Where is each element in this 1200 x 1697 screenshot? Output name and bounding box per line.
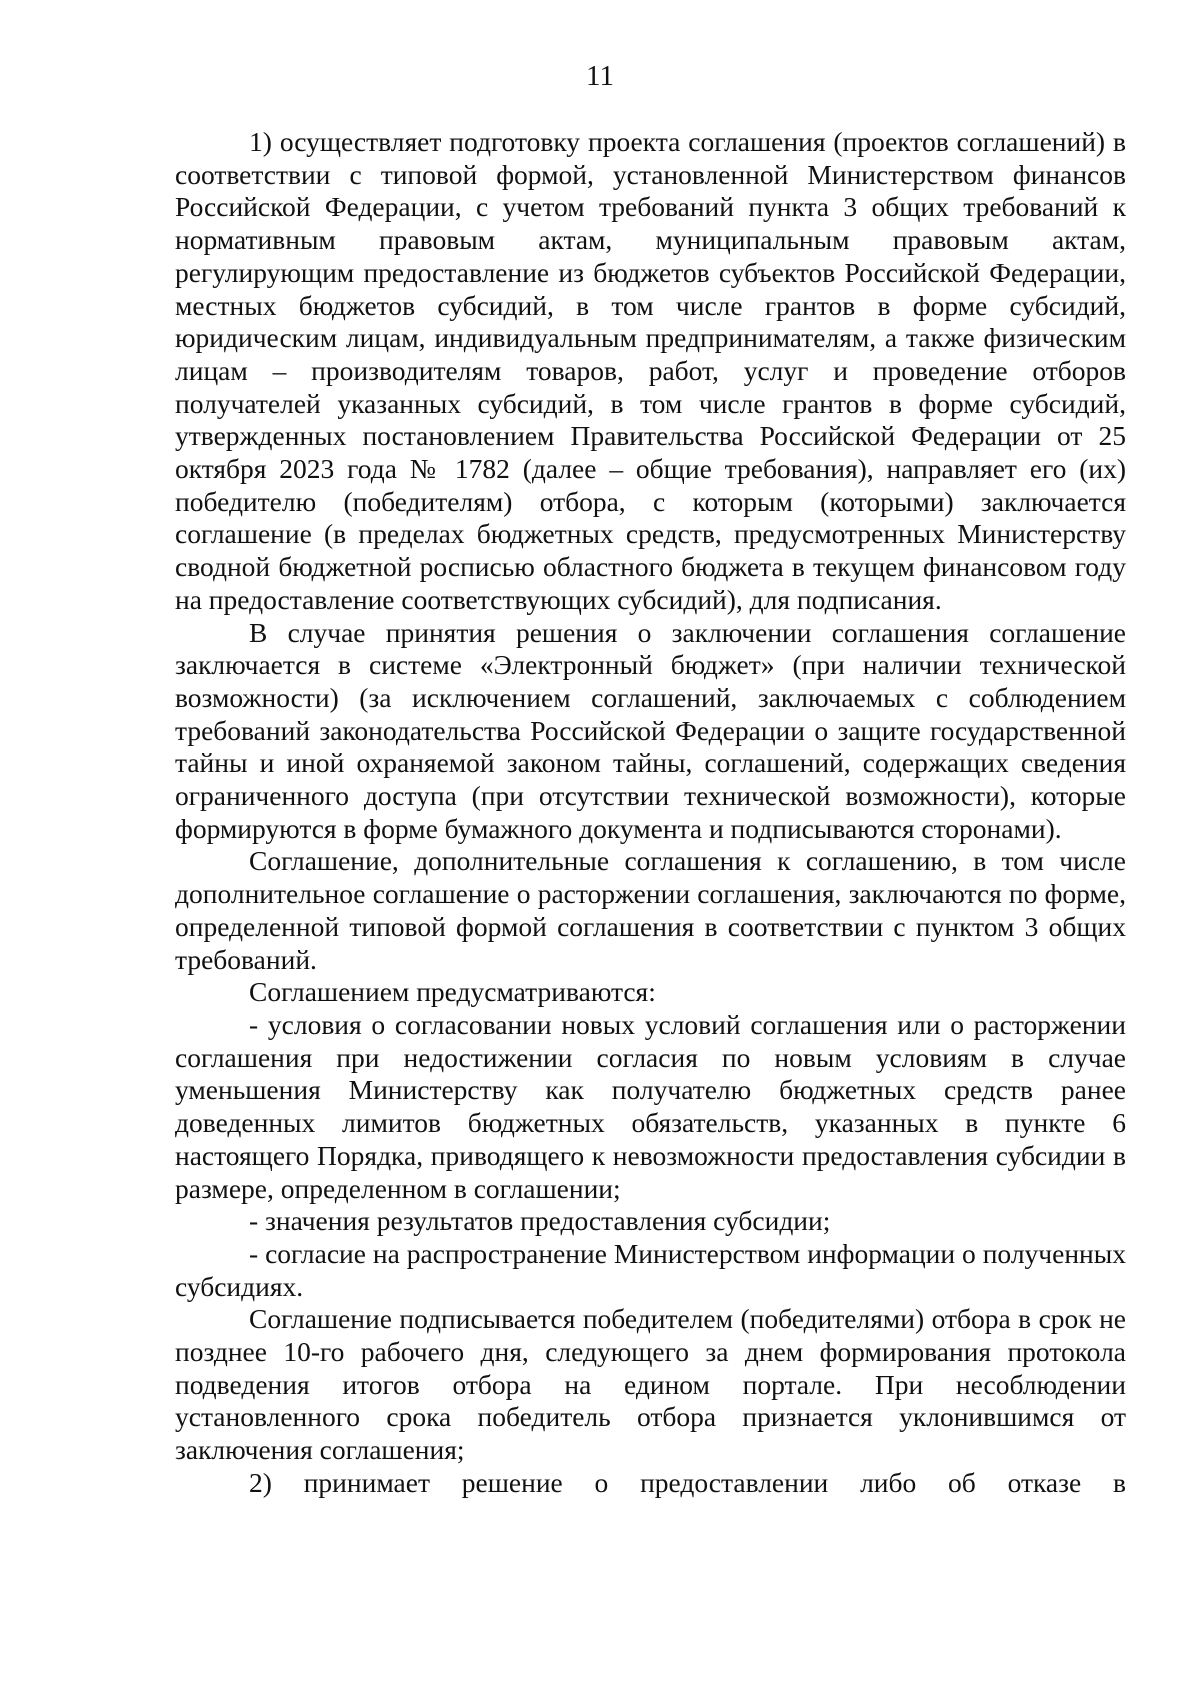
paragraph-item-2-decision: 2) принимает решение о предоставлении либо об отказе в (249, 1466, 1126, 1498)
paragraph-agreement-forms: Соглашение, дополнительные соглашения к соглашению, в том числе дополнительное соглашение о расторжении соглашения, заключаются по форме, определенной типовой формой соглашения в соответствии с пунктом 3 общих требований. (175, 845, 1126, 975)
list-item-new-conditions: - условия о согласовании новых условий соглашения или о расторжении соглашения при недостижении согласия по новым условиям в случае уменьшения Министерству как получателю бюджетных средств ранее доведенных лимитов бюджетных обязательств, указанных в пункте 6 настоящего Порядка, приводящего к невозможности предоставления субсидии в размере, определенном в соглашении; (175, 1008, 1126, 1204)
paragraph-item-1-preparation-of-agreement: 1) осуществляет подготовку проекта соглашения (проектов соглашений) в соответствии с типовой формой, установленной Министерством финансов Российской Федерации, с учетом требований пункта 3 общих требований к нормативным правовым актам, муниципальным правовым актам, регулирующим предоставление из бюджетов субъектов Российской Федерации, местных бюджетов субсидий, в том числе грантов в форме субсидий, юридическим лицам, индивидуальным предпринимателям, а также физическим лицам – производителям товаров, работ, услуг и проведение отборов получателей указанных субсидий, в том числе грантов в форме субсидий, утвержденных постановлением Правительства Российской Федерации от 25 октября 2023 года № 1782 (далее – общие требования), направляет его (их) победителю (победителям) отбора, с которым (которыми) заключается соглашение (в пределах бюджетных средств, предусмотренных Министерству сводной бюджетной росписью областного бюджета в текущем финансовом году на предоставление соответствующих субсидий), для подписания. (175, 126, 1126, 615)
page-number: 11 (586, 60, 614, 92)
document-body (175, 126, 1126, 1500)
list-item-consent-publication: - согласие на распространение Министерством информации о полученных субсидиях. (175, 1237, 1126, 1302)
paragraph-electronic-budget: В случае принятия решения о заключении соглашения соглашение заключается в системе «Электронный бюджет» (при наличии технической возможности) (за исключением соглашений, заключаемых с соблюдением требований законодательства Российской Федерации о защите государственной тайны и иной охраняемой законом тайны, соглашений, содержащих сведения ограниченного доступа (при отсутствии технической возможности), которые формируются в форме бумажного документа и подписываются сторонами). (175, 616, 1126, 844)
list-item-result-values: - значения результатов предоставления субсидии; (249, 1205, 831, 1237)
paragraph-agreement-provisions-heading: Соглашением предусматриваются: (249, 976, 656, 1008)
paragraph-signing-deadline: Соглашение подписывается победителем (победителями) отбора в срок не позднее 10-го рабочего дня, следующего за днем формирования протокола подведения итогов отбора на едином портале. При несоблюдении установленного срока победитель отбора признается уклонившимся от заключения соглашения; (175, 1303, 1126, 1466)
